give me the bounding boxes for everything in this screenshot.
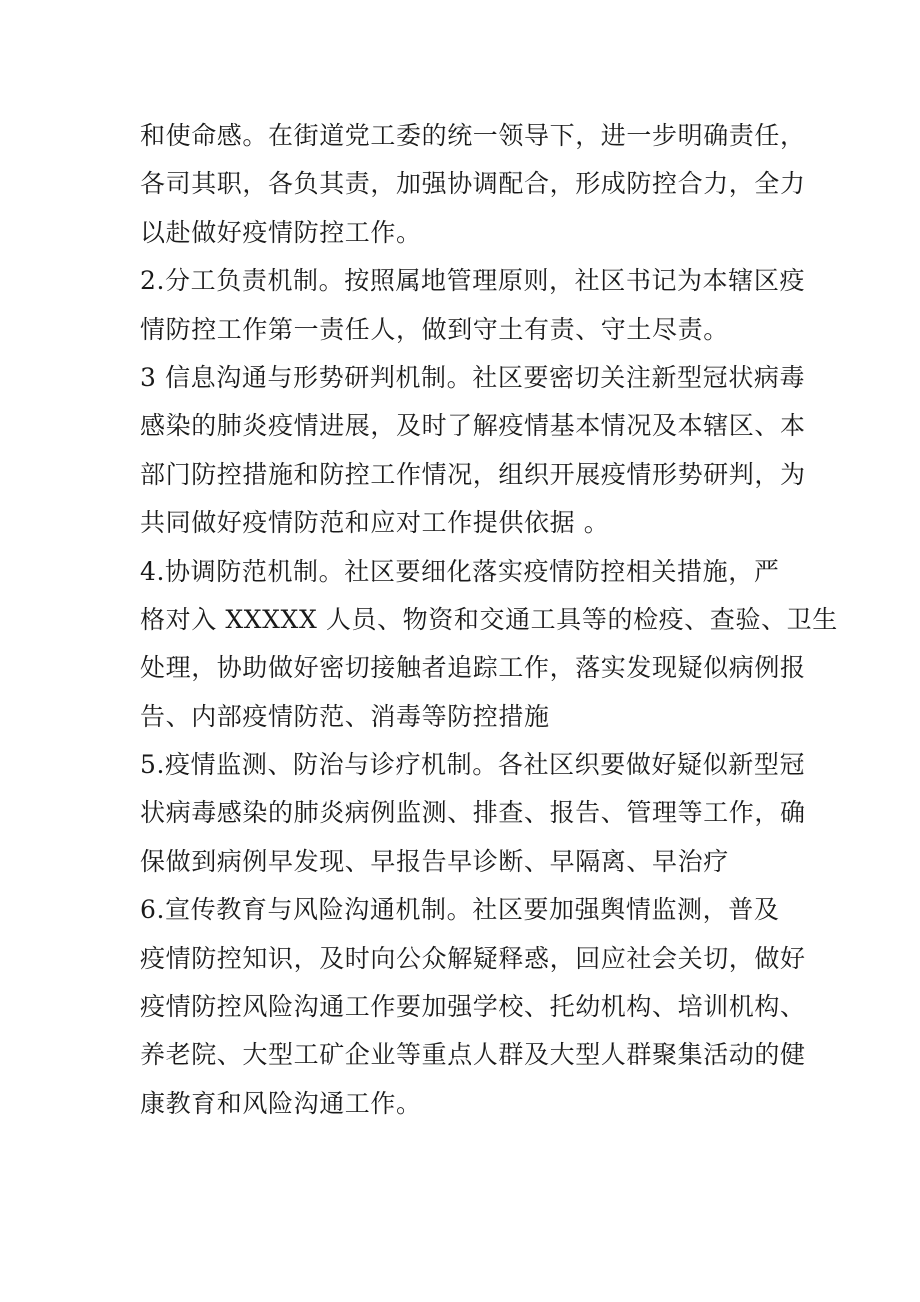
text-line: 疫情防控风险沟通工作要加强学校、托幼机构、培训机构、	[140, 992, 806, 1022]
text-line: 处理，协助做好密切接触者追踪工作，落实发现疑似病例报	[140, 653, 806, 683]
paragraph-division-of-duties	[140, 257, 806, 354]
text-line: 感染的肺炎疫情进展，及时了解疫情基本情况及本辖区、本	[140, 411, 806, 441]
paragraph-information-communication	[140, 354, 806, 548]
text-line: 2.分工负责机制。按照属地管理原则，社区书记为本辖区疫	[140, 266, 806, 296]
text-line: 共同做好疫情防范和应对工作提供依据 。	[140, 508, 610, 538]
text-line: 养老院、大型工矿企业等重点人群及大型人群聚集活动的健	[140, 1040, 806, 1070]
paragraph-publicity-risk	[140, 886, 806, 1128]
text-line: 4.协调防范机制。社区要细化落实疫情防控相关措施，严	[140, 556, 780, 586]
text-line: 格对入 XXXXX 人员、物资和交通工具等的检疫、查验、卫生	[140, 604, 838, 634]
text-line: 疫情防控知识，及时向公众解疑释惑，回应社会关切，做好	[140, 943, 806, 973]
text-line: 康教育和风险沟通工作。	[140, 1088, 422, 1118]
text-line: 5.疫情监测、防治与诊疗机制。各社区织要做好疑似新型冠	[140, 750, 806, 780]
text-line: 和使命感。在街道党工委的统一领导下，进一步明确责任，	[140, 121, 806, 150]
text-line: 各司其职，各负其责，加强协调配合，形成防控合力，全力	[140, 169, 806, 199]
text-line: 3 信息沟通与形势研判机制。社区要密切关注新型冠状病毒	[140, 362, 806, 392]
text-line: 状病毒感染的肺炎病例监测、排查、报告、管理等工作，确	[140, 798, 806, 828]
document-body	[140, 112, 838, 1128]
text-line: 告、内部疫情防范、消毒等防控措施	[140, 701, 550, 731]
paragraph-monitoring-treatment	[140, 741, 806, 886]
paragraph-coordination-prevention	[140, 548, 838, 742]
text-line: 6.宣传教育与风险沟通机制。社区要加强舆情监测，普及	[140, 895, 780, 925]
text-line: 保做到病例早发现、早报告早诊断、早隔离、早治疗	[140, 846, 729, 876]
text-line: 情防控工作第一责任人，做到守土有责、守土尽责。	[140, 314, 729, 344]
paragraph-responsibility	[140, 112, 806, 257]
text-line: 以赴做好疫情防控工作。	[140, 217, 422, 247]
text-line: 部门防控措施和防控工作情况，组织开展疫情形势研判，为	[140, 459, 806, 489]
